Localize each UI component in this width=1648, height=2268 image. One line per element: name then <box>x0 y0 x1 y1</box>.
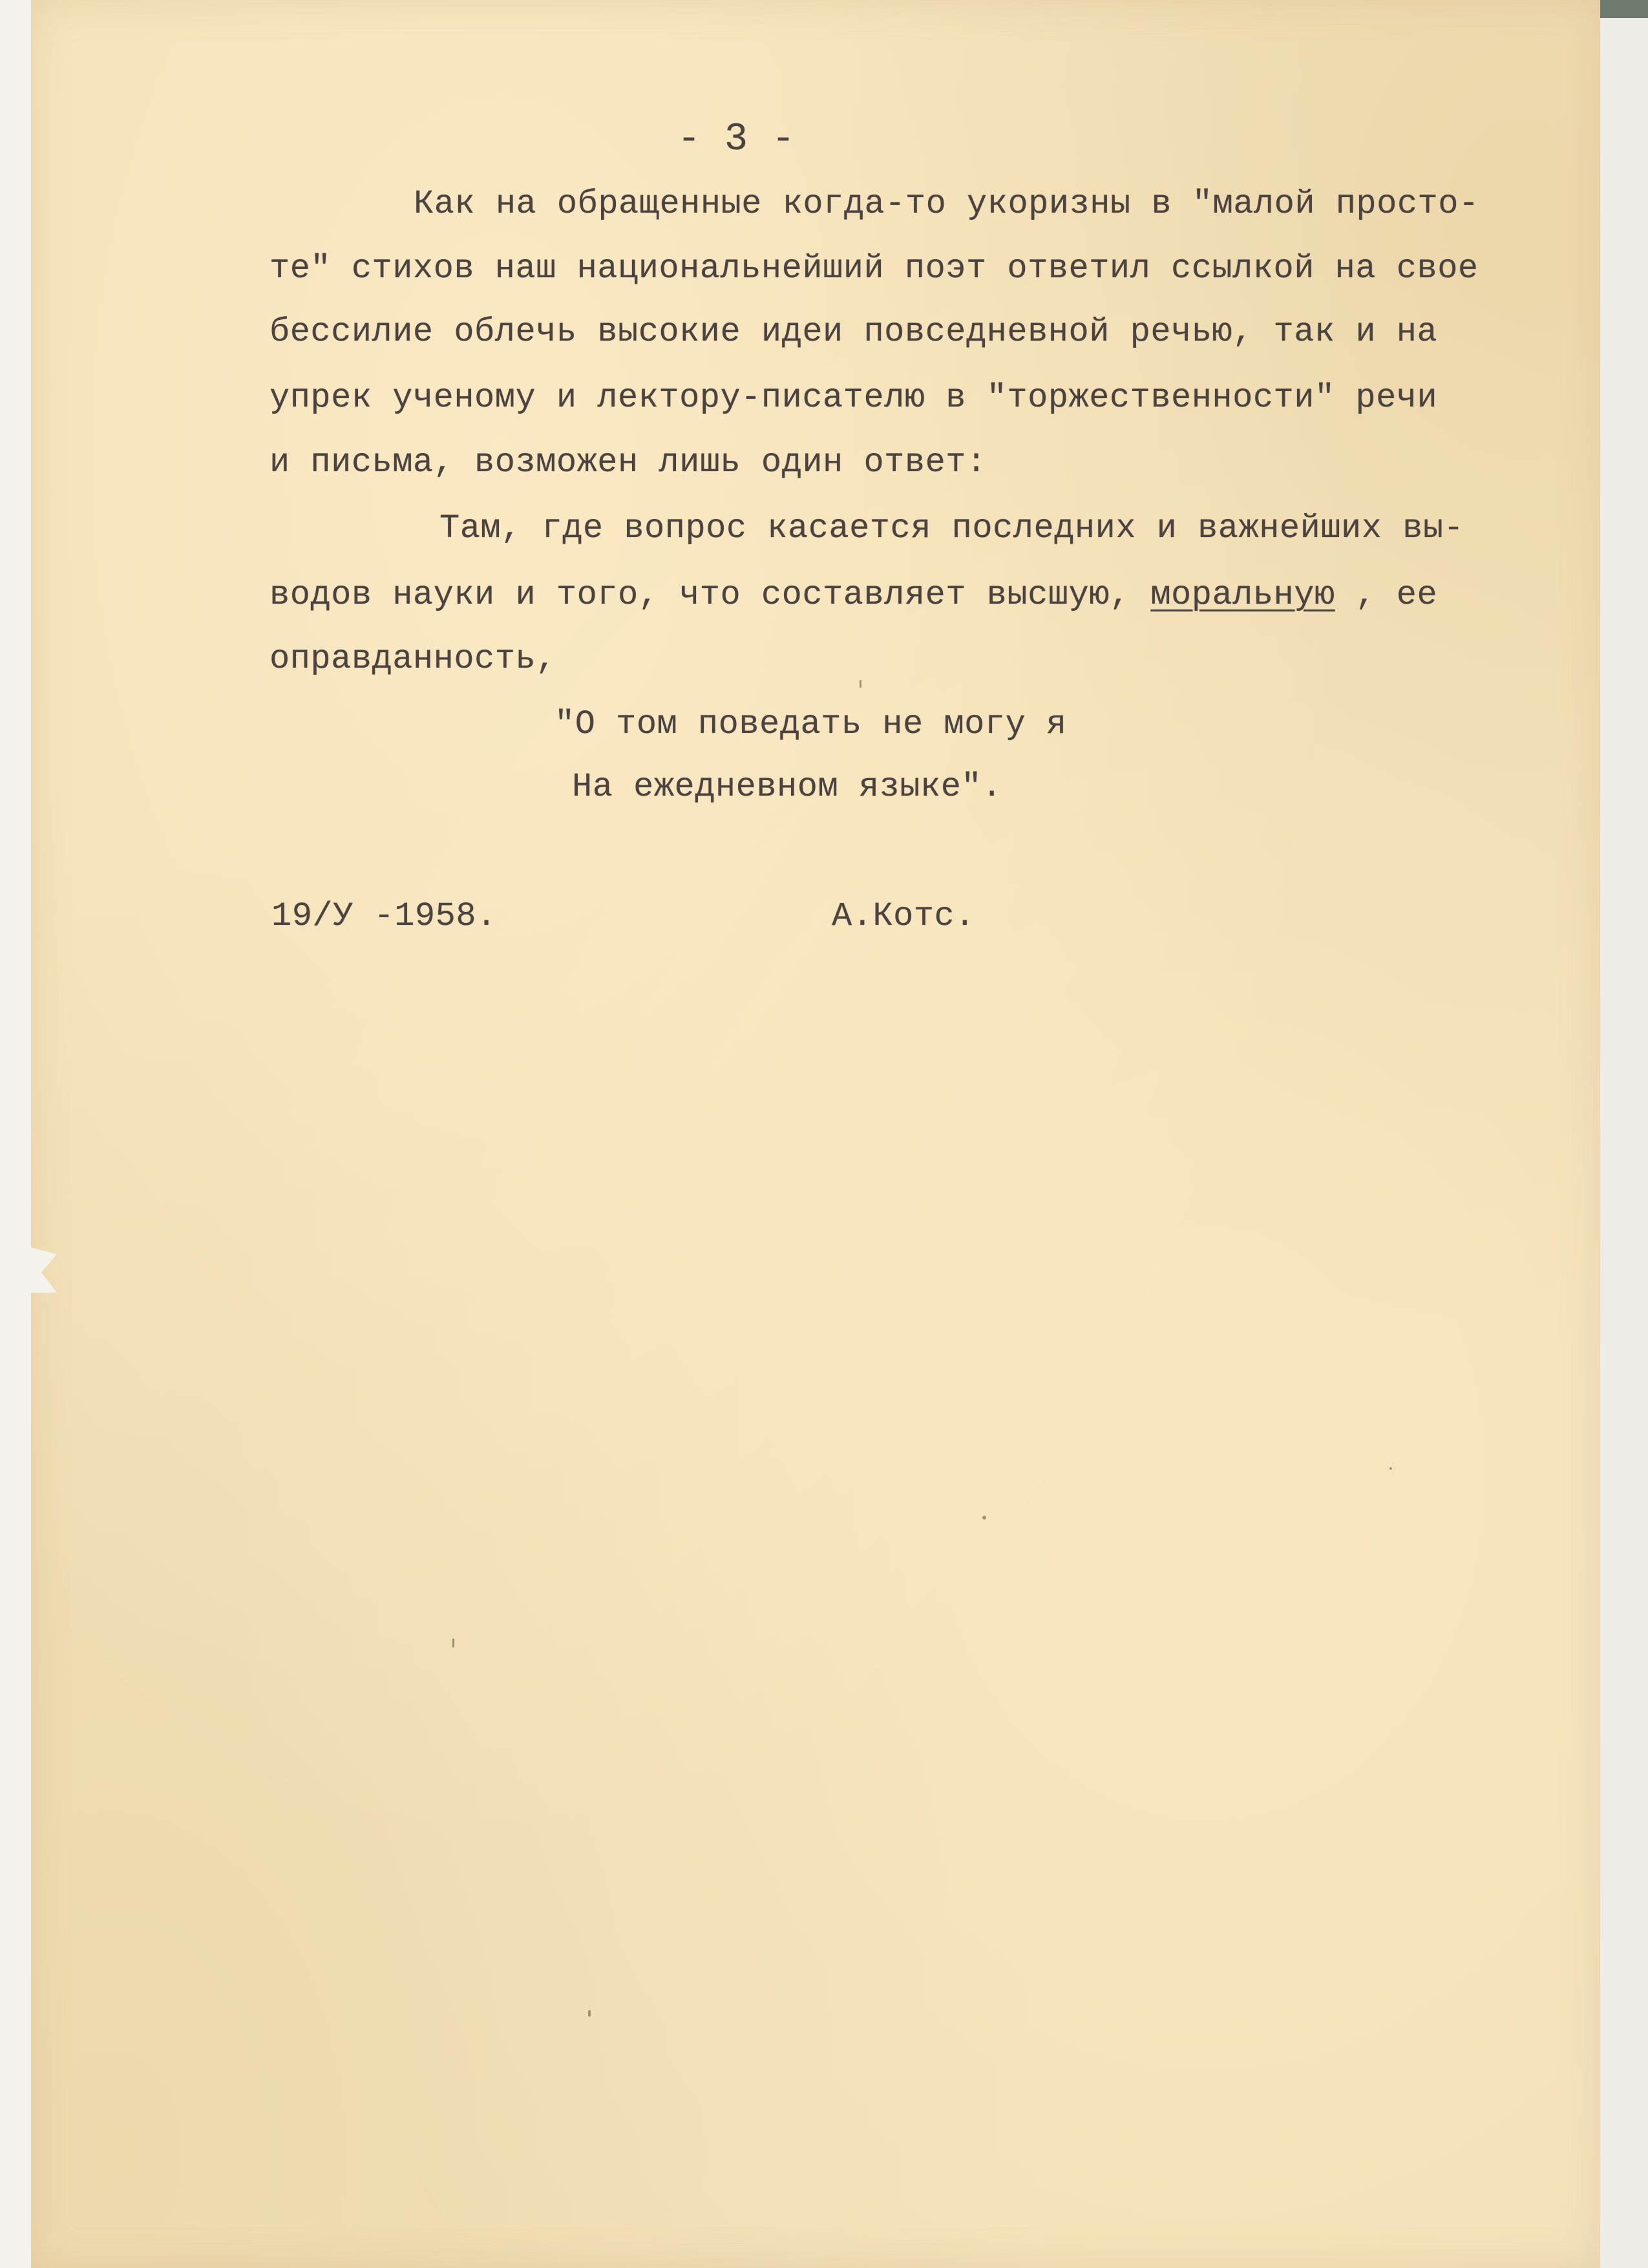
document-date: 19/У -1958. <box>271 897 497 935</box>
paper-speck <box>588 2010 591 2017</box>
paragraph-2-line-2 <box>269 578 1437 612</box>
underlined-word: моральную <box>1150 576 1335 614</box>
paragraph-1-line-2: те" стихов наш национальнейший поэт ответил ссылкой на свое <box>269 249 1479 288</box>
paragraph-1-line-1: Как на обращенные когда-то укоризны в "малой просто- <box>414 185 1479 223</box>
quote-line-2: На ежедневном языке". <box>572 768 1002 806</box>
paragraph-2-line-2-start: водов науки и того, что составляет высшую, <box>269 576 1151 614</box>
author-signature: А.Котс. <box>832 897 975 935</box>
scanner-margin <box>1600 0 1648 2268</box>
paragraph-1-line-4: упрек ученому и лектору-писателю в "торжественности" речи <box>269 379 1438 417</box>
paragraph-1-line-3: бессилие облечь высокие идеи повседневной речью, так и на <box>269 313 1438 351</box>
quote-line-1: "О том поведать не могу я <box>555 705 1067 743</box>
paragraph-2-line-2-end: , ее <box>1335 576 1438 614</box>
paper-speck <box>452 1638 454 1648</box>
paper-speck <box>860 680 861 688</box>
paragraph-2-line-1: Там, где вопрос касается последних и важнейших вы- <box>439 509 1464 547</box>
paragraph-2-line-3: оправданность, <box>269 640 556 678</box>
paper-speck <box>982 1516 986 1520</box>
paragraph-1-line-5: и письма, возможен лишь один ответ: <box>269 443 987 482</box>
paper-speck <box>1389 1467 1392 1470</box>
page-number: - 3 - <box>677 118 796 162</box>
